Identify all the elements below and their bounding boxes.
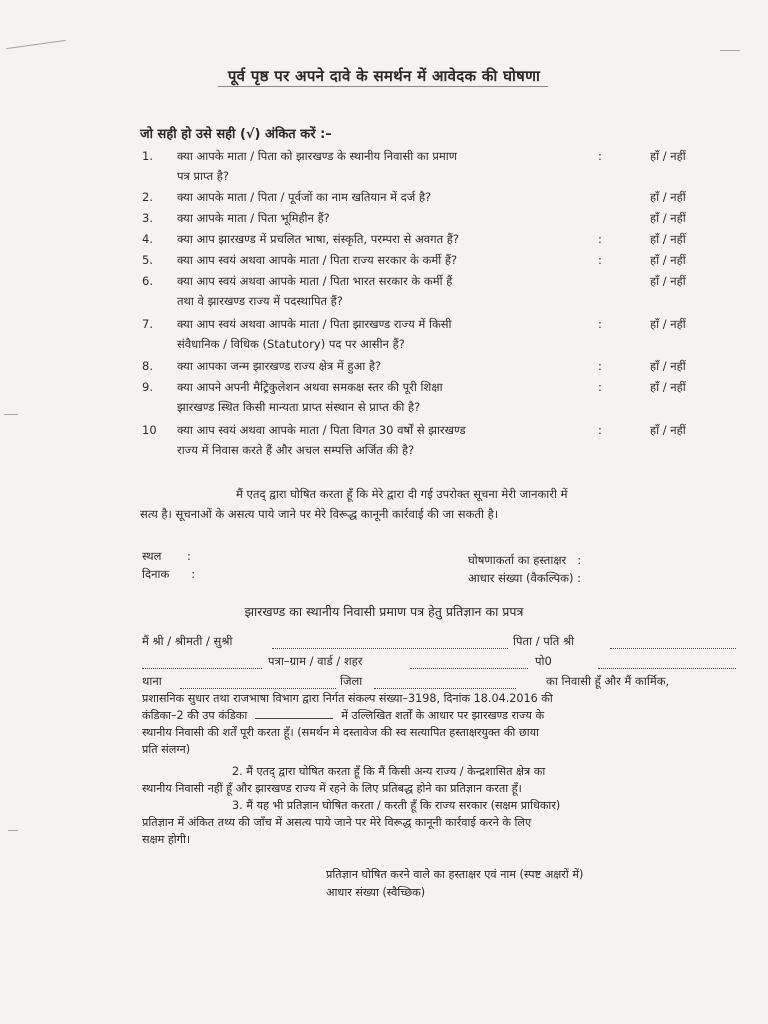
village-label: पत्रा–ग्राम / वार्ड / शहर: [268, 654, 363, 668]
title-underline: [218, 86, 548, 87]
instruction-text: जो सही हो उसे सही (√) अंकित करें :–: [140, 127, 332, 142]
yes-no-answer[interactable]: हाँ / नहीं: [650, 232, 686, 246]
yes-no-answer[interactable]: हाँ / नहीं: [650, 274, 686, 288]
affidavit-signature-block: प्रतिज्ञान घोषित करने वाले का हस्ताक्षर एवं नाम (स्पष्ट अक्षरों में) आधार संख्या (स्वैच्छिक): [326, 868, 584, 899]
yes-no-answer[interactable]: हाँ / नहीं: [650, 211, 686, 225]
colon: :: [598, 232, 602, 246]
question-text: क्या आप स्वयं अथवा आपके माता / पिता झारखण्ड राज्य में किसी संवैधानिक / विधिक (Statutory) पद पर आसीन हैं?: [177, 317, 452, 351]
signature-label: घोषणाकर्ता का हस्ताक्षर :: [468, 553, 582, 567]
affidavit-paragraph-2: 2. मैं एतद् द्वारा घोषित करता हूँ कि मैं किसी अन्य राज्य / केन्द्रशासित क्षेत्र का स्थानीय निवासी नहीं हूँ और झारखण्ड राज्य में रहने के लिए प्रतिबद्ध होने का प्रतिज्ञान करता हूँ।: [142, 765, 546, 795]
page-title: पूर्व पृष्ठ पर अपने दावे के समर्थन में आवेदक की घोषणा: [227, 67, 541, 85]
colon: :: [598, 253, 602, 267]
yes-no-answer[interactable]: हाँ / नहीं: [650, 190, 686, 204]
question-number: 3.: [142, 211, 153, 225]
thana-label: थाना: [142, 674, 162, 688]
scan-mark: [720, 50, 740, 51]
question-text: क्या आप स्वयं अथवा आपके माता / पिता राज्य सरकार के कर्मी हैं?: [177, 253, 458, 267]
district-label: जिला: [340, 674, 363, 688]
village-field[interactable]: [410, 668, 528, 669]
father-name-field[interactable]: [610, 648, 736, 649]
yes-no-answer[interactable]: हाँ / नहीं: [650, 423, 686, 437]
yes-no-answer[interactable]: हाँ / नहीं: [650, 380, 686, 394]
question-number: 2.: [142, 190, 153, 204]
question-text: क्या आप झारखण्ड में प्रचलित भाषा, संस्कृति, परम्परा से अवगत हैं?: [177, 232, 460, 246]
place-label: स्थल :: [142, 549, 191, 563]
colon: :: [598, 149, 602, 163]
question-text: क्या आपके माता / पिता को झारखण्ड के स्थानीय निवासी का प्रमाण पत्र प्राप्त है?: [177, 149, 458, 183]
question-text: क्या आप स्वयं अथवा आपके माता / पिता भारत सरकार के कर्मी हैं तथा वे झारखण्ड राज्य में पदस्थापित हैं?: [177, 274, 453, 308]
yes-no-answer[interactable]: हाँ / नहीं: [650, 317, 686, 331]
question-number: 10: [142, 423, 157, 437]
affidavit-paragraph-3: 3. मैं यह भी प्रतिज्ञान घोषित करता / करती हूँ कि राज्य सरकार (सक्षम प्राधिकार) प्रतिज्ञान में अंकित तथ्य की जाँच में असत्य पाये जाने पर मेरे विरूद्ध कानूनी कार्रवाई करने के लिए सक्षम होगी।: [142, 799, 561, 846]
question-number: 7.: [142, 317, 153, 331]
colon: :: [598, 317, 602, 331]
scan-mark: [4, 414, 18, 415]
resident-text: का निवासी हूँ और मैं कार्मिक,: [546, 674, 670, 688]
name-field[interactable]: [272, 648, 508, 649]
declaration-text: मैं एतद् द्वारा घोषित करता हूँ कि मेरे द्वारा दी गई उपरोक्त सूचना मेरी जानकारी में सत्य है। सूचनाओं के असत्य पाये जाने पर मेरे विरूद्ध कानूनी कार्रवाई की जा सकती है।: [140, 487, 568, 521]
question-number: 8.: [142, 359, 153, 373]
question-number: 1.: [142, 149, 153, 163]
scan-mark: [8, 830, 18, 831]
question-text: क्या आपने अपनी मैट्रिकुलेशन अथवा समकक्ष स्तर की पूरी शिक्षा झारखण्ड स्थित किसी मान्यता प्राप्त संस्थान से प्राप्त की है?: [177, 380, 443, 414]
affidavit-title: झारखण्ड का स्थानीय निवासी प्रमाण पत्र हेतु प्रतिज्ञान का प्रपत्र: [244, 604, 524, 619]
question-text: क्या आपके माता / पिता भूमिहीन हैं?: [177, 211, 330, 225]
po-label: पो0: [535, 654, 552, 668]
question-text: क्या आपके माता / पिता / पूर्वजों का नाम खतियान में दर्ज है?: [177, 190, 432, 204]
address-field[interactable]: [142, 668, 262, 669]
question-text: क्या आपका जन्म झारखण्ड राज्य क्षेत्र में हुआ है?: [177, 359, 382, 373]
district-field[interactable]: [374, 688, 516, 689]
father-label: पिता / पति श्री: [513, 634, 575, 648]
colon: :: [598, 423, 602, 437]
affidavit-paragraph-1: प्रशासनिक सुधार तथा राजभाषा विभाग द्वारा निर्गत संकल्प संख्या–3198, दिनांक 18.04.2016 की कंडिका–2 की उप कंडिका में उल्लिखित शर्तों के आधार पर झारखण्ड राज्य के स्थानीय निवासी की शर्तें पूरी करता हूँ। (समर्थन मे दस्तावेज की स्व सत्यापित हस्ताक्षरयुक्त की छाया प्रति संलग्न): [142, 692, 553, 756]
yes-no-answer[interactable]: हाँ / नहीं: [650, 149, 686, 163]
colon: :: [598, 380, 602, 394]
question-text: क्या आप स्वयं अथवा आपके माता / पिता विगत 30 वर्षों से झारखण्ड राज्य में निवास करते हैं और अचल सम्पत्ति अर्जित की है?: [177, 423, 466, 457]
yes-no-answer[interactable]: हाँ / नहीं: [650, 253, 686, 267]
colon: :: [598, 359, 602, 373]
name-prefix-label: मैं श्री / श्रीमती / सुश्री: [142, 634, 233, 648]
question-number: 4.: [142, 232, 153, 246]
question-number: 9.: [142, 380, 153, 394]
po-field[interactable]: [598, 668, 736, 669]
thana-field[interactable]: [180, 688, 336, 689]
scan-mark: [6, 40, 66, 49]
yes-no-answer[interactable]: हाँ / नहीं: [650, 359, 686, 373]
date-label: दिनाक :: [142, 567, 196, 581]
question-number: 6.: [142, 274, 153, 288]
aadhaar-optional-label: आधार संख्या (वैकल्पिक) :: [468, 571, 581, 585]
question-number: 5.: [142, 253, 153, 267]
